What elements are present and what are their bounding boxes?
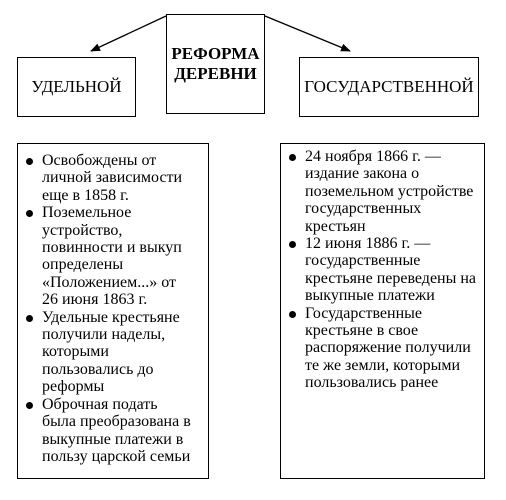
arrow-to-right-box (265, 16, 350, 51)
bullet-icon (26, 315, 33, 322)
arrow-to-left-box (91, 16, 166, 51)
bullet-icon (289, 154, 296, 161)
bullet-icon (26, 210, 33, 217)
reform-title-box (166, 14, 265, 114)
list-item-text: Удельные крестьяне получили наделы, которыми пользовались до реформы (42, 308, 180, 396)
bullet-icon (289, 241, 296, 248)
gosudarstvennaya-details (280, 143, 485, 479)
bullet-icon (26, 158, 33, 165)
list-item-text: Оброчная подать была преобразована в выкупные платежи в пользу царской семьи (42, 395, 191, 465)
list-item (22, 309, 192, 396)
list-item-text: 24 ноября 1866 г. — издание закона о поземельном устройстве государственных крестьян (305, 148, 474, 235)
list-item-text: Поземельное устройство, повинности и выкуп определены «Положением...» от 26 июня 1863 г. (42, 204, 182, 309)
udelnaya-title: УДЕЛЬНОЙ (31, 77, 122, 96)
list-item (285, 148, 480, 235)
list-item (22, 152, 192, 204)
bullet-icon (26, 402, 33, 409)
list-item (22, 204, 192, 308)
gosudarstvennaya-box (299, 57, 479, 117)
list-item (285, 305, 480, 392)
udelnaya-box (17, 57, 136, 117)
list-item-text: 12 июня 1886 г. — государственные крестьяне переведены на выкупные платежи (305, 235, 477, 305)
reform-title-line2: ДЕРЕВНИ (174, 64, 257, 83)
list-item (285, 235, 480, 305)
list-item (22, 396, 192, 466)
udelnaya-details (17, 143, 209, 479)
list-item-text: Освобождены от личной зависимости еще в 1858 г. (42, 152, 183, 204)
gosudarstvennaya-title: ГОСУДАРСТВЕННОЙ (304, 77, 474, 96)
bullet-icon (289, 311, 296, 318)
reform-title-line1: РЕФОРМА (171, 44, 260, 63)
list-item-text: Государственные крестьяне в свое распоряжение получили те же земли, которыми пользовались ранее (305, 304, 471, 392)
